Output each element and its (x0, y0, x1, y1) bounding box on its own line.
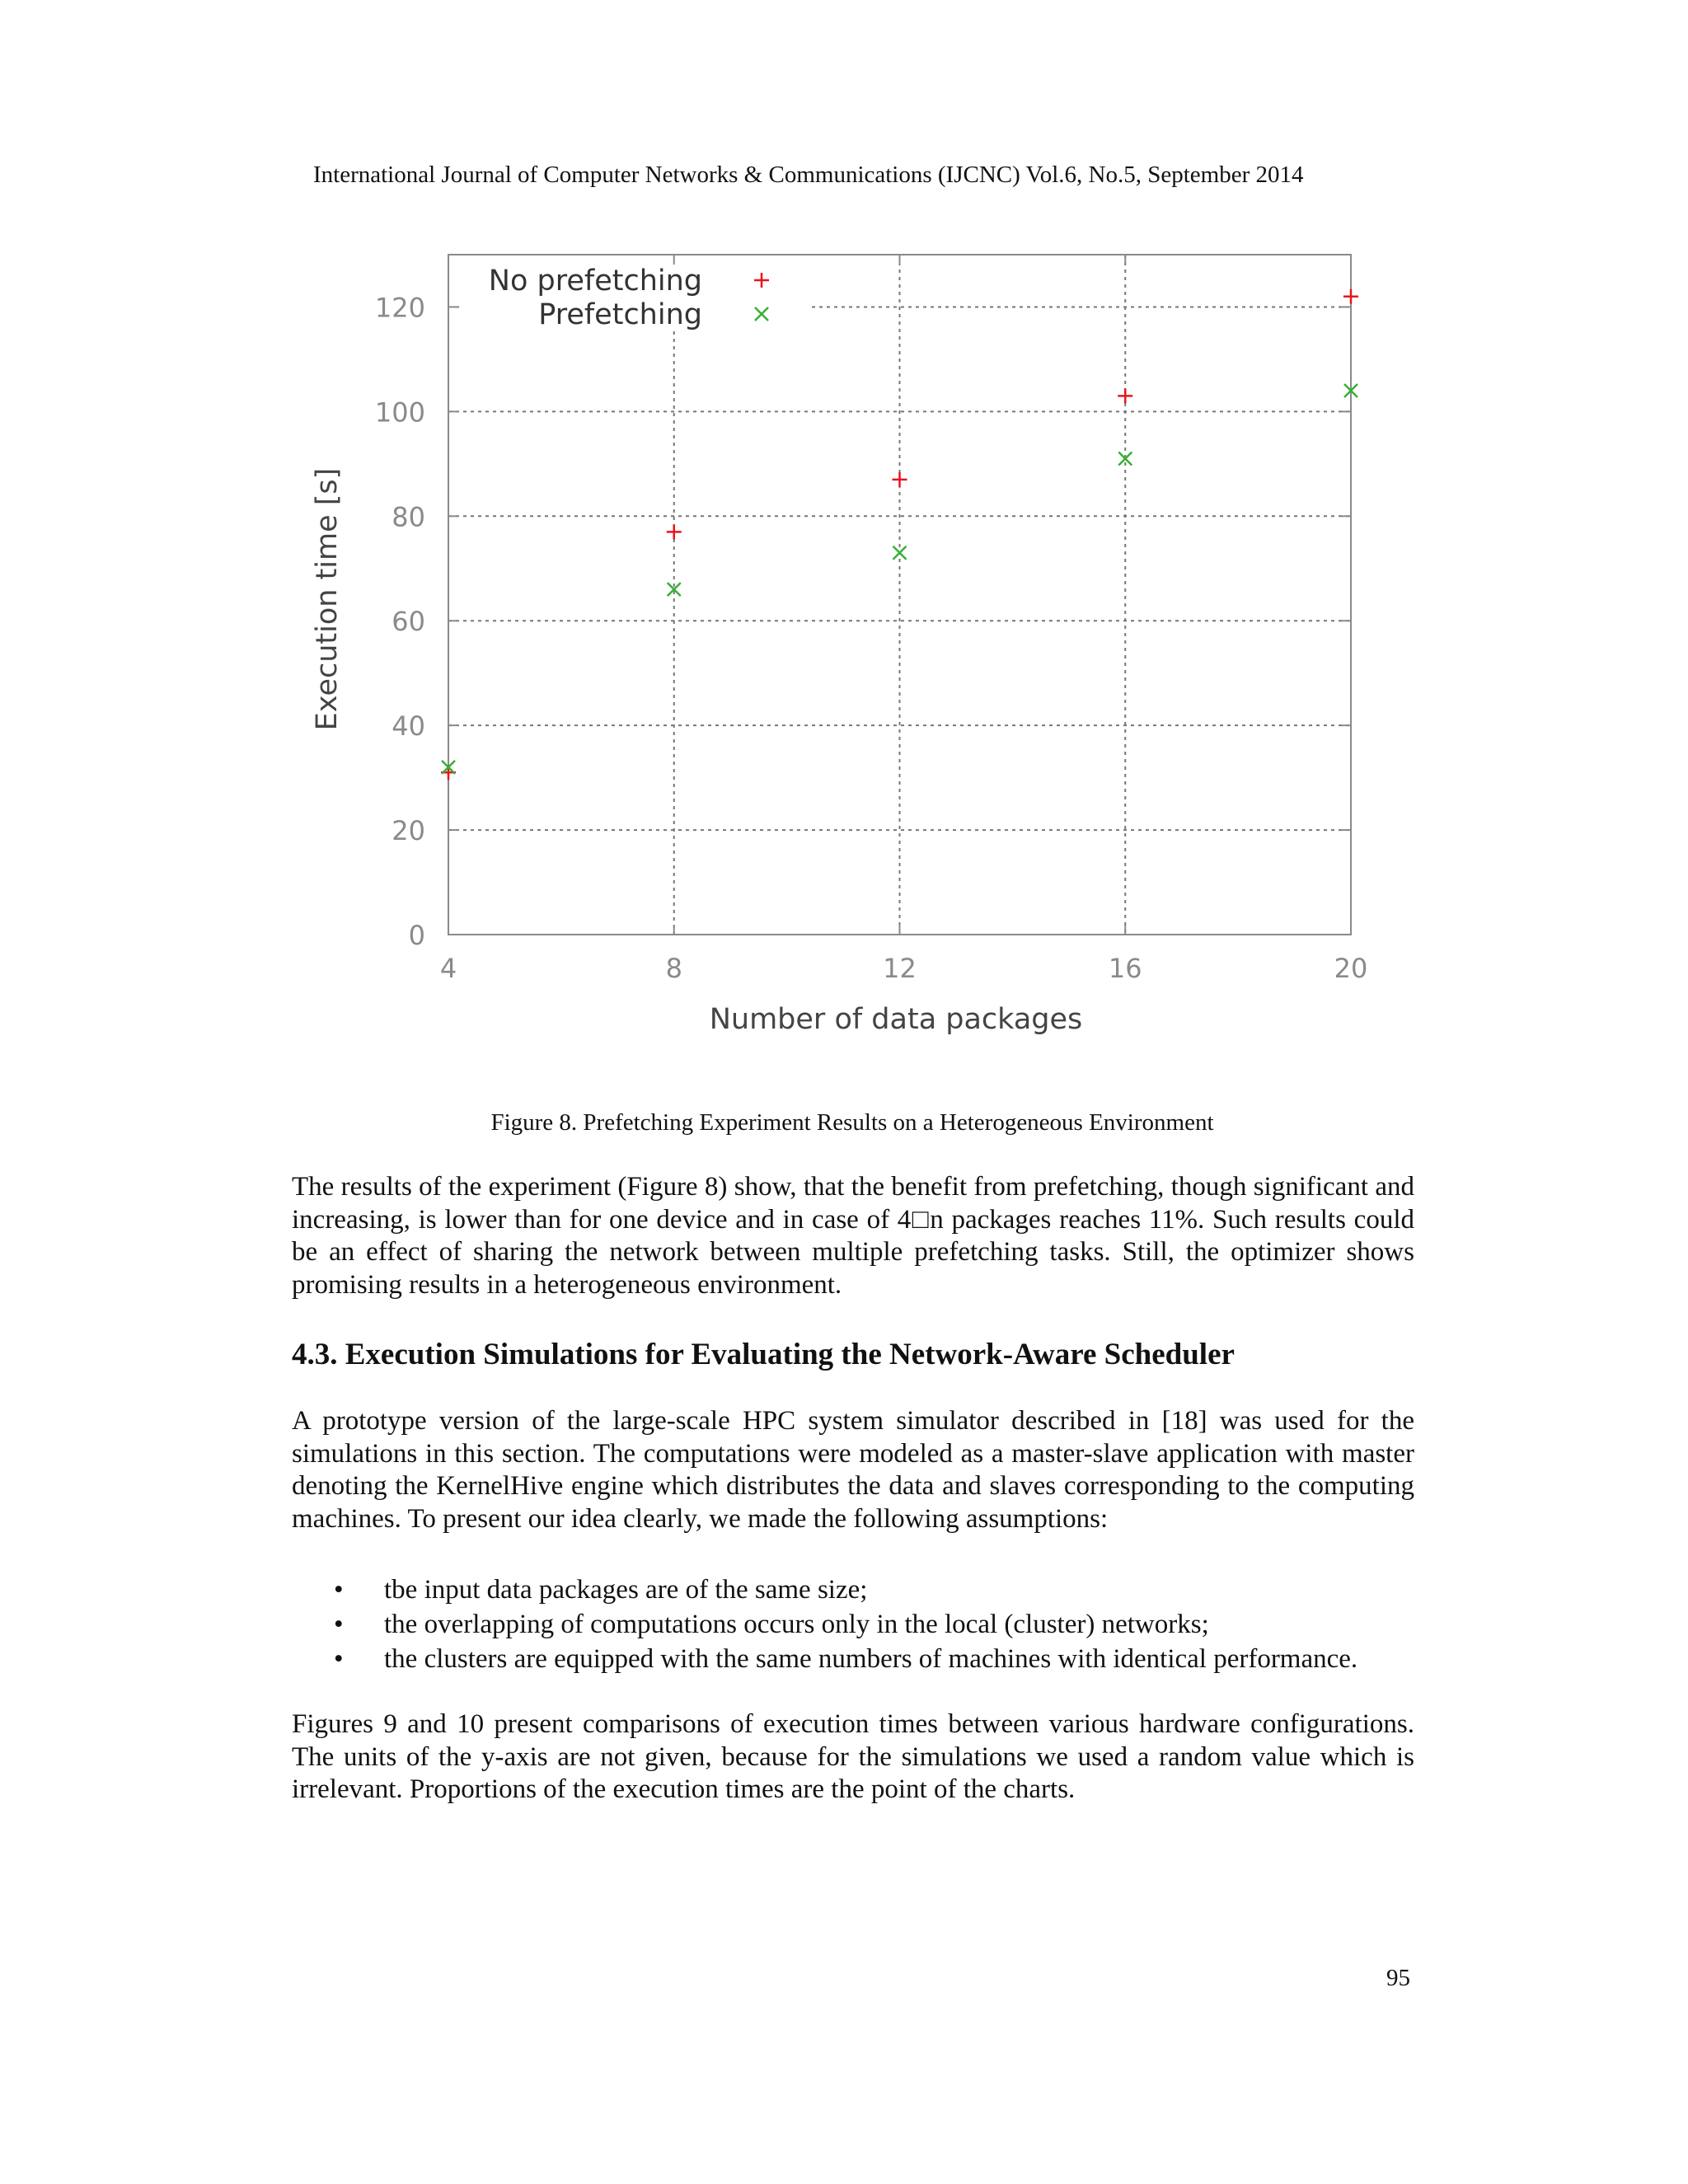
y-tick-label: 100 (374, 396, 425, 429)
legend-marker-no-prefetching (754, 273, 769, 288)
x-tick-label: 12 (883, 953, 917, 984)
list-item (292, 1572, 1446, 1607)
paragraph-simulator: A prototype version of the large-scale HPC system simulator described in [18] was used for the simulations in this section. The computations were modeled as a master-slave application with master denoting the KernelHive engine which distributes the data and slaves corresponding to the computing machines. To present our idea clearly, we made the following assumptions: (292, 1406, 1414, 1534)
section-heading: 4.3. Execution Simulations for Evaluating the Network-Aware Scheduler (292, 1338, 1235, 1371)
legend-label-prefetching: Prefetching (538, 298, 702, 331)
data-point-no-prefetching (667, 524, 682, 539)
y-axis-label: Execution time [s] (311, 467, 344, 731)
x-axis-label: Number of data packages (709, 1003, 1083, 1036)
data-point-no-prefetching (1343, 289, 1358, 304)
list-item-text: the overlapping of computations occurs only in the local (cluster) networks; (384, 1610, 1209, 1639)
bullet-icon: • (334, 1644, 344, 1674)
x-tick-label: 20 (1334, 953, 1368, 984)
y-tick-label: 80 (392, 501, 425, 533)
running-header: International Journal of Computer Networks & Communications (IJCNC) Vol.6, No.5, September 2014 (313, 162, 1304, 188)
list-item-text: tbe input data packages are of the same size; (384, 1575, 868, 1605)
list-item (292, 1642, 1446, 1676)
legend-marker-prefetching (755, 307, 768, 321)
chart-gridlines (448, 255, 1351, 935)
list-item (292, 1607, 1446, 1642)
chart-ticks (375, 255, 1367, 984)
plot-frame (448, 255, 1351, 935)
legend-label-no-prefetching: No prefetching (488, 265, 702, 298)
paragraph-figures: Figures 9 and 10 present comparisons of execution times between various hardware configurations. The units of the y-axis are not given, because for the simulations we used a random value which is irrelevant. Proportions of the execution times are the point of the charts. (292, 1709, 1414, 1804)
y-tick-label: 60 (392, 606, 425, 638)
bullet-icon: • (334, 1575, 344, 1605)
y-tick-label: 0 (408, 920, 425, 951)
data-point-no-prefetching (893, 472, 907, 487)
bullet-icon: • (334, 1610, 344, 1639)
data-point-prefetching (893, 546, 907, 560)
x-tick-label: 8 (665, 953, 682, 984)
chart-legend (489, 265, 769, 331)
chart-markers (441, 289, 1358, 780)
page-number: 95 (1386, 1965, 1410, 1991)
figure-caption: Figure 8. Prefetching Experiment Results on a Heterogeneous Environment (490, 1109, 1214, 1136)
y-tick-label: 40 (392, 710, 425, 743)
data-point-no-prefetching (1118, 388, 1132, 403)
x-tick-label: 16 (1108, 953, 1142, 984)
paragraph-results: The results of the experiment (Figure 8) show, that the benefit from prefetching, though significant and increasing, is lower than for one device and in case of 4□n packages reaches 11%. Such results could be an effect of sharing the network between multiple prefetching tasks. Still, the optimizer shows promising results in a heterogeneous environment. (292, 1172, 1414, 1300)
assumptions-list (292, 1572, 1446, 1676)
y-tick-label: 120 (374, 292, 425, 324)
x-tick-label: 4 (439, 953, 457, 984)
y-tick-label: 20 (392, 815, 425, 847)
list-item-text: the clusters are equipped with the same numbers of machines with identical performance. (384, 1644, 1358, 1674)
